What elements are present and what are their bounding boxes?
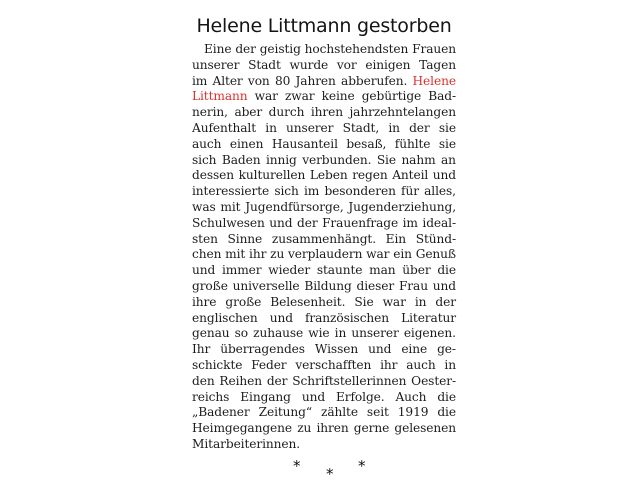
word: in (334, 326, 347, 341)
article-line (192, 263, 456, 279)
word: hochstehendsten (304, 42, 409, 56)
word: Erfolge. (335, 389, 385, 404)
article-line (192, 137, 456, 153)
article-line (192, 358, 456, 374)
word: Stadt, (342, 120, 380, 135)
word: verbunden. (302, 152, 372, 167)
word: Frau (398, 278, 428, 293)
word: fühlte (394, 136, 431, 151)
word: dessen (192, 168, 234, 183)
word: Sinne (227, 231, 263, 246)
article-line (192, 326, 456, 342)
word: Eine (204, 42, 232, 56)
word: Bad- (428, 89, 456, 104)
article-headline: Helene Littmann gestorben (196, 15, 452, 37)
word: für (401, 184, 419, 199)
separator-star: * (358, 456, 366, 475)
word: große (225, 294, 262, 309)
word: zählte (321, 405, 358, 420)
word: auch (192, 136, 222, 151)
word: sich (192, 152, 217, 167)
word: Wissen (314, 342, 359, 357)
word: verplaudern (288, 247, 363, 262)
word: Stadt (248, 57, 281, 72)
word: sten (192, 231, 218, 246)
word: auch (406, 357, 436, 372)
separator-star: * (326, 464, 334, 483)
word: die (437, 263, 456, 278)
word: chen (192, 247, 222, 262)
separator-star: * (293, 456, 301, 475)
word: unserer (351, 326, 399, 341)
word: Zeitung“ (258, 405, 313, 420)
word: Frauen (412, 42, 456, 56)
word: zu (297, 421, 312, 436)
article-line (192, 232, 456, 248)
word: gerne (353, 421, 390, 436)
word: innig (265, 152, 297, 167)
word: Sie (354, 294, 374, 309)
word: Tagen (419, 57, 456, 72)
word: Aufenthalt (192, 120, 257, 135)
word: im (304, 184, 320, 199)
word: Sie (376, 152, 396, 167)
word: sie (438, 136, 456, 151)
word: Literatur (401, 310, 456, 325)
word: sich (274, 184, 299, 199)
word: Reihen (219, 373, 263, 388)
word: wurde (289, 57, 329, 72)
article-line (192, 105, 456, 121)
word: immer (221, 263, 262, 278)
word: „Badener (192, 405, 250, 420)
word: Mitarbeiterinnen. (192, 436, 301, 451)
article-line (192, 247, 456, 263)
article-line (192, 374, 456, 390)
word: in (444, 357, 456, 372)
word: war (254, 89, 278, 104)
word: zusammenhängt. (271, 231, 376, 246)
word: 80 (274, 73, 291, 88)
word: ein (393, 247, 412, 262)
word: Schulwesen (192, 215, 265, 230)
word: nerin, (192, 105, 228, 120)
word: und (269, 310, 293, 325)
article-line (192, 390, 456, 406)
article-line (192, 89, 456, 105)
article-line (192, 121, 456, 137)
word: in (388, 120, 400, 135)
word: geistig (259, 42, 301, 56)
word: unserer (286, 120, 334, 135)
word: Jahren (295, 73, 336, 88)
word: ihren (310, 105, 343, 120)
word: und (269, 215, 293, 230)
word: war (382, 294, 406, 309)
article-line (192, 168, 456, 184)
word: abberufen. (341, 73, 408, 88)
word: seit (366, 405, 389, 420)
word: überragendes (220, 342, 305, 357)
article-line (192, 58, 456, 74)
word: und (432, 168, 456, 183)
word: Hausanteil (271, 136, 338, 151)
word: besaß, (346, 136, 387, 151)
word: Frauenfrage (322, 215, 399, 230)
word: französischen (304, 310, 390, 325)
highlighted-name: Helene (412, 73, 456, 88)
article-line (192, 279, 456, 295)
word: Stünd- (415, 231, 456, 246)
word: schickte (192, 357, 243, 372)
word: Leben (309, 168, 348, 183)
word: jahrzehntelangen (349, 105, 456, 120)
word: ge- (437, 342, 456, 357)
word: und (301, 389, 326, 404)
word: dieser (356, 278, 395, 293)
article-line (192, 437, 456, 453)
article-line (192, 200, 456, 216)
word: eigenen. (403, 326, 456, 341)
word: aber (234, 105, 263, 120)
word: Heimgegangene (192, 421, 293, 436)
word: Oester- (411, 373, 456, 388)
word: interessierte (192, 184, 270, 199)
word: in (265, 120, 277, 135)
word: Schriftstellerinnen (292, 373, 407, 388)
word: der (435, 294, 456, 309)
word: über (402, 263, 431, 278)
word: unserer (192, 57, 240, 72)
word: der (409, 120, 430, 135)
word: und (432, 278, 456, 293)
word: zuhause (253, 326, 304, 341)
word: Eingang (240, 389, 291, 404)
word: ihre (192, 294, 217, 309)
word: der (235, 42, 256, 56)
highlighted-name: Littmann (192, 89, 248, 104)
word: vor (336, 57, 357, 72)
word: nahm (401, 152, 436, 167)
word: besonderen (324, 184, 396, 199)
word: die (437, 389, 456, 404)
word: Belesenheit. (270, 294, 346, 309)
word: Jugendfürsorge, (245, 199, 344, 214)
word: die (437, 405, 456, 420)
word: und (192, 263, 216, 278)
word: im (402, 215, 418, 230)
word: Auch (395, 389, 427, 404)
word: regen (352, 168, 388, 183)
word: im (192, 73, 208, 88)
word: reichs (192, 389, 230, 404)
word: zwar (284, 89, 315, 104)
word: so (234, 326, 249, 341)
word: Genuß (415, 247, 456, 262)
word: mit (220, 199, 241, 214)
word: gebürtige (361, 89, 422, 104)
article-line (192, 311, 456, 327)
word: einen (229, 136, 264, 151)
word: an (441, 152, 456, 167)
word: Anteil (392, 168, 429, 183)
article-line (192, 42, 456, 58)
word: Feder (251, 357, 287, 372)
word: ihren (316, 421, 349, 436)
word: universelle (232, 278, 300, 293)
article-line (192, 184, 456, 200)
word: sie (438, 120, 456, 135)
word: große (192, 278, 228, 293)
word: ihr (380, 357, 398, 372)
word: kulturellen (238, 168, 306, 183)
article-line (192, 421, 456, 437)
article-line (192, 405, 456, 421)
article-line (192, 295, 456, 311)
section-separator (192, 457, 456, 483)
word: durch (268, 105, 305, 120)
word: zu (270, 247, 285, 262)
article-line (192, 342, 456, 358)
word: wie (308, 326, 330, 341)
word: den (192, 373, 215, 388)
word: Ihr (192, 342, 211, 357)
word: staunte (316, 263, 363, 278)
word: und (368, 342, 392, 357)
word: von (247, 73, 270, 88)
word: in (414, 294, 427, 309)
word: eine (401, 342, 428, 357)
word: genau (192, 326, 230, 341)
word: Baden (221, 152, 261, 167)
word: der (297, 215, 318, 230)
word: englischen (192, 310, 258, 325)
word: ideal- (422, 215, 456, 230)
word: verschafften (295, 357, 372, 372)
newspaper-clipping (192, 14, 456, 483)
word: alles, (424, 184, 456, 199)
word: was (192, 199, 216, 214)
word: Bildung (304, 278, 352, 293)
word: gelesenen (394, 421, 456, 436)
word: der (266, 373, 288, 388)
word: ihr (249, 247, 267, 262)
word: Jugenderziehung, (348, 199, 456, 214)
word: wieder (268, 263, 311, 278)
word: mit (225, 247, 246, 262)
article-line (192, 216, 456, 232)
article-line (192, 74, 456, 90)
word: einigen (365, 57, 411, 72)
word: war (366, 247, 390, 262)
article-line (192, 153, 456, 169)
article-body (192, 42, 456, 453)
word: man (369, 263, 396, 278)
word: 1919 (397, 405, 429, 420)
word: keine (321, 89, 355, 104)
word: Ein (385, 231, 407, 246)
word: Alter (212, 73, 243, 88)
